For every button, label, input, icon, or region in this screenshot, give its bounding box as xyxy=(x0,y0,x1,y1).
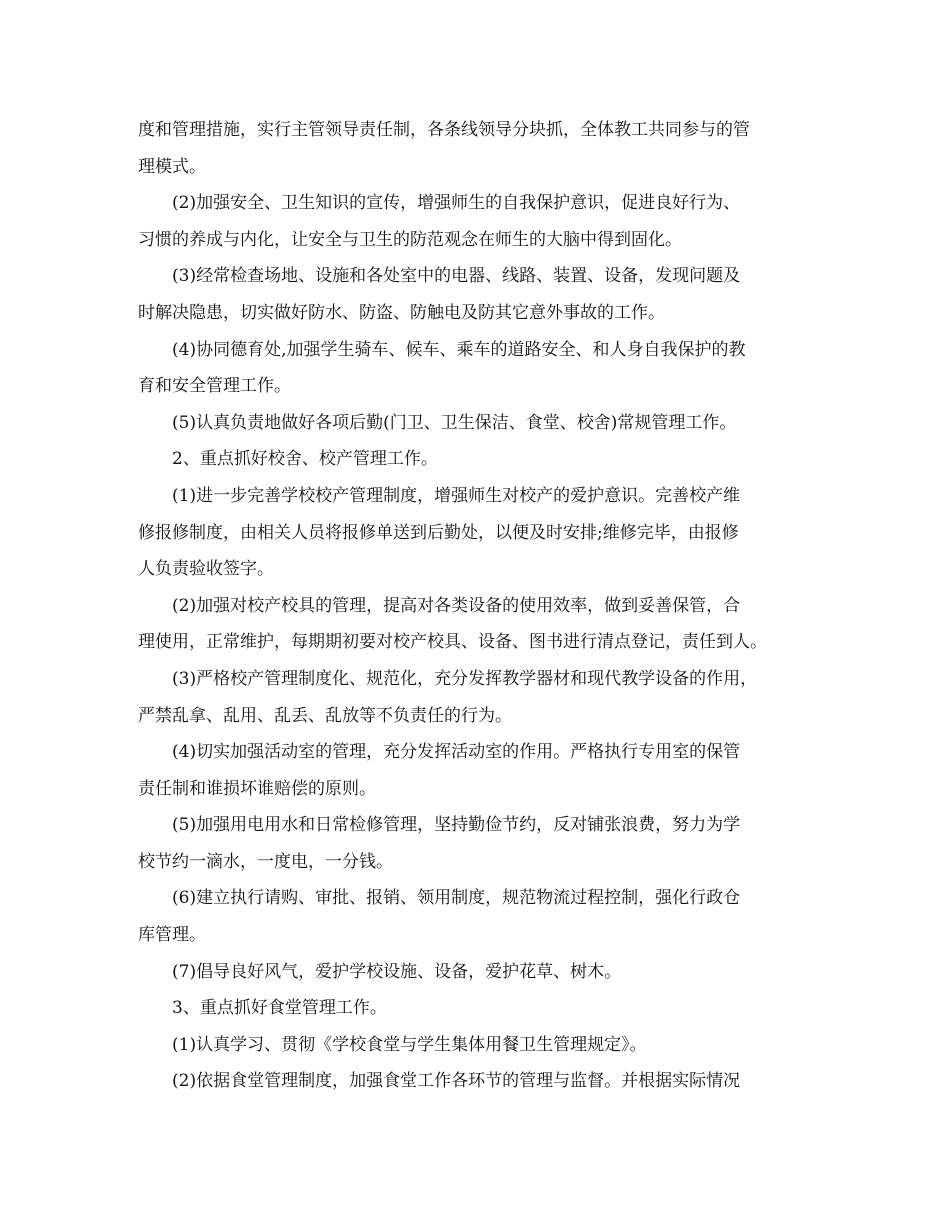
text-line: 人负责验收签字。 xyxy=(138,559,274,580)
text-line: 责任制和谁损坏谁赔偿的原则。 xyxy=(138,778,376,799)
paragraph-item xyxy=(138,405,828,442)
paragraph-item xyxy=(138,734,828,807)
document-body xyxy=(138,112,828,1100)
text-line: 2、重点抓好校舍、校产管理工作。 xyxy=(172,449,438,470)
text-line: 严禁乱拿、乱用、乱丢、乱放等不负责任的行为。 xyxy=(138,705,512,726)
text-line: (2)依据食堂管理制度，加强食堂工作各环节的管理与监督。并根据实际情况 xyxy=(172,1071,741,1092)
paragraph-item xyxy=(138,258,828,331)
paragraph-item xyxy=(138,1063,828,1100)
text-line: (2)加强对校产校具的管理，提高对各类设备的使用效率，做到妥善保管，合 xyxy=(172,595,741,616)
paragraph-item xyxy=(138,661,828,734)
text-line: (3)严格校产管理制度化、规范化，充分发挥教学器材和现代教学设备的作用， xyxy=(172,668,758,689)
text-line: 习惯的养成与内化，让安全与卫生的防范观念在师生的大脑中得到固化。 xyxy=(138,229,682,250)
text-line: (7)倡导良好风气，爱护学校设施、设备，爱护花草、树木。 xyxy=(172,961,622,982)
text-line: 育和安全管理工作。 xyxy=(138,376,291,397)
text-line: (1)认真学习、贯彻《学校食堂与学生集体用餐卫生管理规定》。 xyxy=(172,1034,647,1055)
text-line: (4)协同德育处,加强学生骑车、候车、乘车的道路安全、和人身自我保护的教 xyxy=(172,339,746,360)
section-heading xyxy=(138,441,828,478)
text-line: (4)切实加强活动室的管理，充分发挥活动室的作用。严格执行专用室的保管 xyxy=(172,742,741,763)
paragraph-item xyxy=(138,185,828,258)
text-line: 理模式。 xyxy=(138,156,206,177)
paragraph-item xyxy=(138,807,828,880)
paragraph-item xyxy=(138,588,828,661)
text-line: (6)建立执行请购、审批、报销、领用制度，规范物流过程控制，强化行政仓 xyxy=(172,888,741,909)
paragraph-item xyxy=(138,332,828,405)
text-line: 校节约一滴水，一度电，一分钱。 xyxy=(138,851,393,872)
text-line: (5)加强用电用水和日常检修管理，坚持勤俭节约，反对铺张浪费，努力为学 xyxy=(172,815,741,836)
paragraph-item xyxy=(138,478,828,588)
text-line: 时解决隐患，切实做好防水、防盗、防触电及防其它意外事故的工作。 xyxy=(138,302,665,323)
text-line: (3)经常检查场地、设施和各处室中的电器、线路、装置、设备，发现问题及 xyxy=(172,266,741,287)
section-heading xyxy=(138,990,828,1027)
paragraph-continuation xyxy=(138,112,828,185)
text-line: 库管理。 xyxy=(138,925,206,946)
text-line: (2)加强安全、卫生知识的宣传，增强师生的自我保护意识，促进良好行为、 xyxy=(172,193,741,214)
text-line: (5)认真负责地做好各项后勤(门卫、卫生保洁、食堂、校舍)常规管理工作。 xyxy=(172,412,737,433)
text-line: 理使用，正常维护，每期期初要对校产校具、设备、图书进行清点登记，责任到人。 xyxy=(138,632,767,653)
paragraph-item xyxy=(138,880,828,953)
text-line: (1)进一步完善学校校产管理制度，增强师生对校产的爱护意识。完善校产维 xyxy=(172,485,741,506)
text-line: 修报修制度，由相关人员将报修单送到后勤处，以便及时安排;维修完毕，由报修 xyxy=(138,522,739,543)
text-line: 度和管理措施，实行主管领导责任制，各条线领导分块抓，全体教工共同参与的管 xyxy=(138,120,750,140)
paragraph-item xyxy=(138,1027,828,1064)
text-line: 3、重点抓好食堂管理工作。 xyxy=(172,998,387,1019)
paragraph-item xyxy=(138,954,828,991)
